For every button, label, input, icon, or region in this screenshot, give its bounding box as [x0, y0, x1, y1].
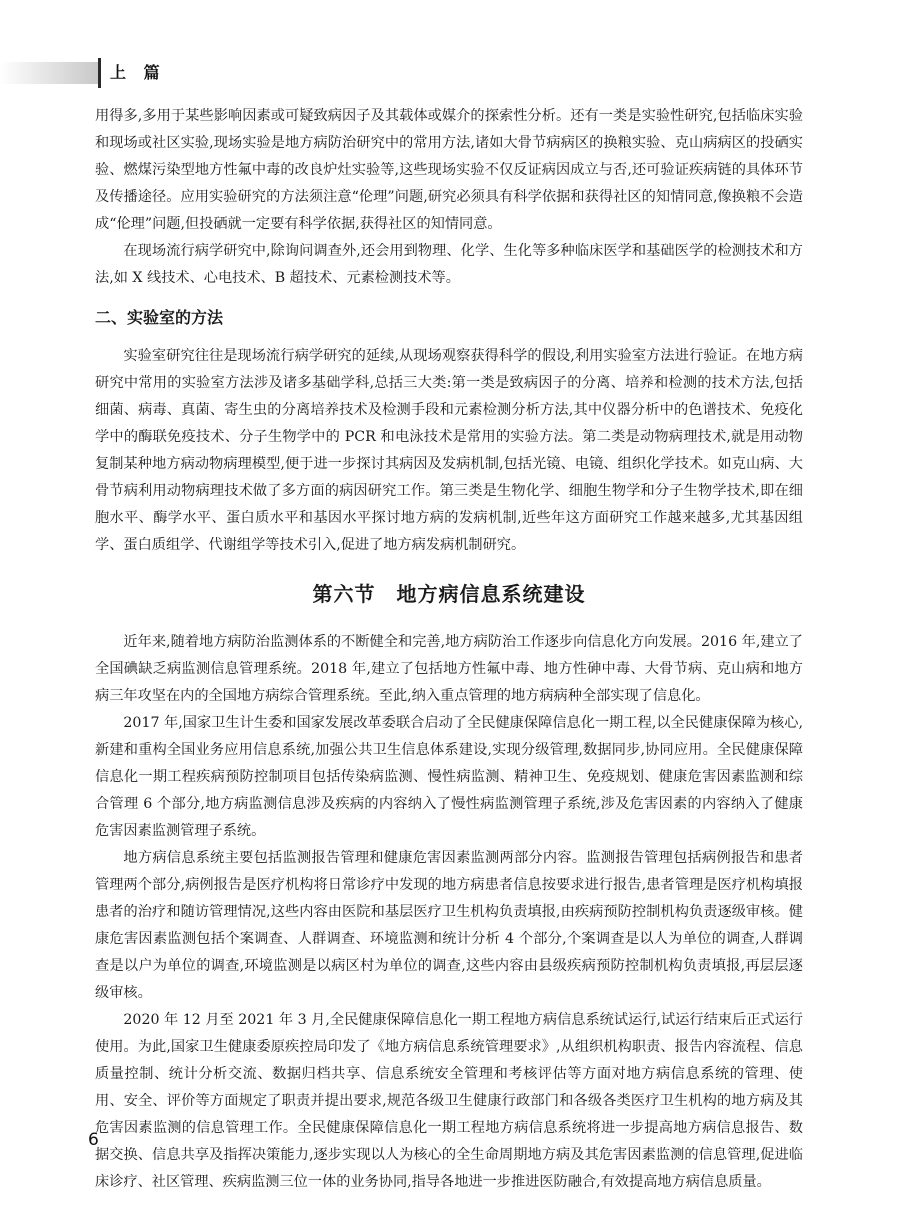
subheading-laboratory-methods: 二、实验室的方法 — [95, 308, 224, 327]
paragraph-info-system-intro: 近年来,随着地方病防治监测体系的不断健全和完善,地方病防治工作逐步向信息化方向发展。2016 年,建立了全国碘缺乏病监测信息管理系统。2018 年,建立了包括地方性氟中毒、地方性砷中毒、大骨节病、克山病和地方病三年攻坚在内的全国地方病综合管理系统。至此,纳入重点管理的地方病病种全部实现了信息化。 — [95, 634, 803, 704]
paragraph-field-methods: 在现场流行病学研究中,除询问调查外,还会用到物理、化学、生化等多种临床医学和基础医学的检测技术和方法,如 X 线技术、心电技术、B 超技术、元素检测技术等。 — [95, 243, 803, 286]
paragraph-laboratory-methods: 实验室研究往往是现场流行病学研究的延续,从现场观察获得科学的假设,利用实验室方法进行验证。在地方病研究中常用的实验室方法涉及诸多基础学科,总括三大类:第一类是致病因子的分离、培养和检测的技术方法,包括细菌、病毒、真菌、寄生虫的分离培养技术及检测手段和元素检测分析方法,其中仪器分析中的色谱技术、免疫化学中的酶联免疫技术、分子生物学中的 PCR 和电泳技术是常用的实验方法。第二类是动物病理技术,就是用动物复制某种地方病动物病理模型,便于进一步探讨其病因及发病机制,包括光镜、电镜、组织化学技术。如克山病、大骨节病利用动物病理技术做了多方面的病因研究工作。第三类是生物化学、细胞生物学和分子生物学技术,即在细胞水平、酶学水平、蛋白质水平和基因水平探讨地方病的发病机制,近些年这方面研究工作越来越多,尤其基因组学、蛋白质组学、代谢组学等技术引入,促进了地方病发病机制研究。 — [95, 348, 803, 553]
paragraph-info-system-contents: 地方病信息系统主要包括监测报告管理和健康危害因素监测两部分内容。监测报告管理包括病例报告和患者管理两个部分,病例报告是医疗机构将日常诊疗中发现的地方病患者信息按要求进行报告,患者管理是医疗机构填报患者的治疗和随访管理情况,这些内容由医院和基层医疗卫生机构负责填报,由疾病预防控制机构负责逐级审核。健康危害因素监测包括个案调查、人群调查、环境监测和统计分析 4 个部分,个案调查是以人为单位的调查,人群调查是以户为单位的调查,环境监测是以病区村为单位的调查,这些内容由县级疾病预防控制机构负责填报,再层层逐级审核。 — [95, 850, 803, 1001]
section-title: 第六节 地方病信息系统建设 — [312, 582, 586, 606]
header-separator — [98, 58, 101, 88]
page-content — [95, 103, 803, 1196]
header-band — [0, 62, 98, 84]
paragraph-continued: 用得多,多用于某些影响因素或可疑致病因子及其载体或媒介的探索性分析。还有一类是实验性研究,包括临床实验和现场或社区实验,现场实验是地方病防治研究中的常用方法,诸如大骨节病病区的换粮实验、克山病病区的投硒实验、燃煤污染型地方性氟中毒的改良炉灶实验等,这些现场实验不仅反证病因成立与否,还可验证疾病链的具体环节及传播途径。应用实验研究的方法须注意“伦理”问题,研究必须具有科学依据和获得社区的知情同意,像换粮不会造成“伦理”问题,但投硒就一定要有科学依据,获得社区的知情同意。 — [95, 108, 803, 232]
running-header: 上 篇 — [110, 63, 166, 82]
page-number: 6 — [88, 1130, 99, 1150]
paragraph-info-system-operation: 2020 年 12 月至 2021 年 3 月,全民健康保障信息化一期工程地方病信息系统试运行,试运行结束后正式运行使用。为此,国家卫生健康委原疾控局印发了《地方病信息系统管理要求》,从组织机构职责、报告内容流程、信息质量控制、统计分析交流、数据归档共享、信息系统安全管理和考核评估等方面对地方病信息系统的管理、使用、安全、评价等方面规定了职责并提出要求,规范各级卫生健康行政部门和各级各类医疗卫生机构的地方病及其危害因素监测的信息管理工作。全民健康保障信息化一期工程地方病信息系统将进一步提高地方病信息报告、数据交换、信息共享及指挥决策能力,逐步实现以人为核心的全生命周期地方病及其危害因素监测的信息管理,促进临床诊疗、社区管理、疾病监测三位一体的业务协同,指导各地进一步推进医防融合,有效提高地方病信息质量。 — [95, 1012, 803, 1190]
paragraph-info-project-2017: 2017 年,国家卫生计生委和国家发展改革委联合启动了全民健康保障信息化一期工程,以全民健康保障为核心,新建和重构全国业务应用信息系统,加强公共卫生信息体系建设,实现分级管理,数据同步,协同应用。全民健康保障信息化一期工程疾病预防控制项目包括传染病监测、慢性病监测、精神卫生、免疫规划、健康危害因素监测和综合管理 6 个部分,地方病监测信息涉及疾病的内容纳入了慢性病监测管理子系统,涉及危害因素的内容纳入了健康危害因素监测管理子系统。 — [95, 715, 803, 839]
